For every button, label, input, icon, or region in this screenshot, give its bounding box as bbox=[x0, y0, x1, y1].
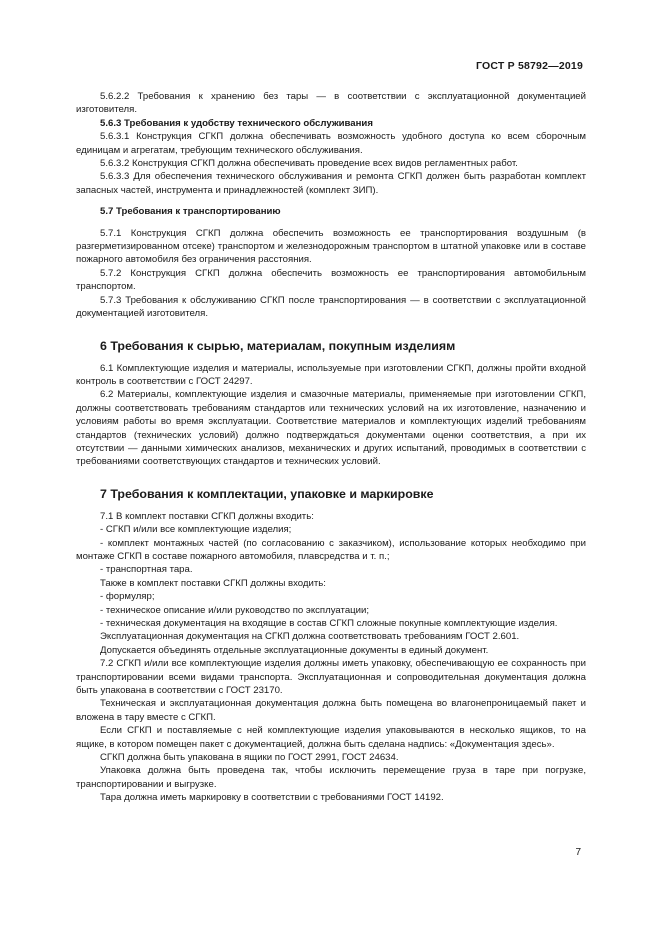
subsection-heading: 5.7 Требования к транспортированию bbox=[100, 206, 281, 218]
paragraph: - СГКП и/или все комплектующие изделия; bbox=[100, 524, 292, 536]
paragraph: Также в комплект поставки СГКП должны входить: bbox=[100, 577, 326, 589]
paragraph: 7.1 В комплект поставки СГКП должны входить: bbox=[100, 510, 314, 522]
paragraph: Эксплуатационная документация на СГКП должна соответствовать требованиям ГОСТ 2.601. bbox=[100, 631, 520, 643]
paragraph: - техническое описание и/или руководство по эксплуатации; bbox=[100, 604, 370, 616]
page-body bbox=[76, 90, 586, 805]
paragraph: Допускается объединять отдельные эксплуатационные документы в единый документ. bbox=[100, 644, 489, 656]
paragraph: Упаковка должна быть проведена так, чтобы исключить перемещение груза в таре при погрузке, транспортировании и выгрузке. bbox=[76, 765, 586, 790]
paragraph: 5.7.2 Конструкция СГКП должна обеспечить возможность ее транспортирования автомобильным транспортом. bbox=[76, 267, 586, 293]
paragraph: 5.6.3.2 Конструкция СГКП должна обеспечивать проведение всех видов регламентных работ. bbox=[100, 158, 518, 170]
spacer bbox=[76, 502, 586, 510]
paragraph: Тара должна иметь маркировку в соответствии с требованиями ГОСТ 14192. bbox=[100, 792, 444, 804]
paragraph: Если СГКП и поставляемые с ней комплектующие изделия упаковываются в несколько ящиков, то на ящике, в котором помещен пакет с документацией, должна быть сделана надпись: «Документация здесь». bbox=[76, 725, 586, 750]
spacer bbox=[76, 469, 586, 486]
paragraph: - комплект монтажных частей (по согласованию с заказчиком), использование которых необходимо при монтаже СГКП в составе пожарного автомобиля, плавсредства и т. п.; bbox=[76, 537, 586, 562]
paragraph: СГКП должна быть упакована в ящики по ГОСТ 2991, ГОСТ 24634. bbox=[100, 752, 399, 764]
spacer bbox=[76, 354, 586, 362]
spacer bbox=[76, 219, 586, 227]
paragraph: - формуляр; bbox=[100, 591, 155, 603]
section-heading: 6 Требования к сырью, материалам, покупным изделиям bbox=[100, 338, 456, 353]
paragraph: - транспортная тара. bbox=[100, 564, 193, 576]
paragraph: 6.1 Комплектующие изделия и материалы, используемые при изготовлении СГКП, должны пройти входной контроль в соответствии с ГОСТ 24297. bbox=[76, 362, 586, 387]
paragraph: 5.7.3 Требования к обслуживанию СГКП после транспортирования — в соответствии с эксплуатационной документацией изготовителя. bbox=[76, 294, 586, 320]
document-number-header: ГОСТ Р 58792—2019 bbox=[475, 60, 583, 72]
spacer bbox=[76, 321, 586, 338]
paragraph: - техническая документация на входящие в состав СГКП сложные покупные комплектующие изделия. bbox=[100, 618, 558, 629]
paragraph: 5.6.3.3 Для обеспечения технического обслуживания и ремонта СГКП должен быть разработан комплект запасных частей, инструмента и принадлежностей (комплект ЗИП). bbox=[76, 171, 586, 196]
paragraph: 6.2 Материалы, комплектующие изделия и смазочные материалы, применяемые при изготовлении СГКП, должны соответствовать требованиям стандартов или технических условий на их изготовление, назначению и условиям работы во время эксплуатации. Соответствие материалов и комплектующих изделий требованиям стандартов (технических условий) должно подтверждаться документами оценки соответствия, а при их отсутствии — данными химических анализов, механических и других испытаний, проводимых в соответствии с требованиями соответствующих стандартов и технических условий. bbox=[76, 389, 586, 468]
paragraph: 5.6.2.2 Требования к хранению без тары — в соответствии с эксплуатационной документацией изготовителя. bbox=[76, 91, 586, 116]
page-number: 7 bbox=[575, 847, 581, 858]
paragraph: 5.7.1 Конструкция СГКП должна обеспечить возможность ее транспортирования воздушным (в разгерметизированном отсеке) транспортом и железнодорожным транспортом в штатной упаковке или в составе пожарного автомобиля без ограничения расстояния. bbox=[76, 227, 586, 266]
subsection-heading: 5.6.3 Требования к удобству технического обслуживания bbox=[100, 117, 373, 129]
paragraph: 5.6.3.1 Конструкция СГКП должна обеспечивать возможность удобного доступа ко всем сборочным единицам и агрегатам, требующим технического обслуживания. bbox=[76, 131, 586, 156]
paragraph: 7.2 СГКП и/или все комплектующие изделия должны иметь упаковку, обеспечивающую ее сохранность при транспортировании всеми видами транспорта. Эксплуатационная и сопроводительная документация должна быть упакована в соответствии с ГОСТ 23170. bbox=[76, 658, 586, 697]
spacer bbox=[76, 197, 586, 205]
paragraph: Техническая и эксплуатационная документация должна быть помещена во влагонепроницаемый пакет и вложена в тару вместе с СГКП. bbox=[76, 698, 586, 723]
section-heading: 7 Требования к комплектации, упаковке и маркировке bbox=[100, 486, 434, 501]
